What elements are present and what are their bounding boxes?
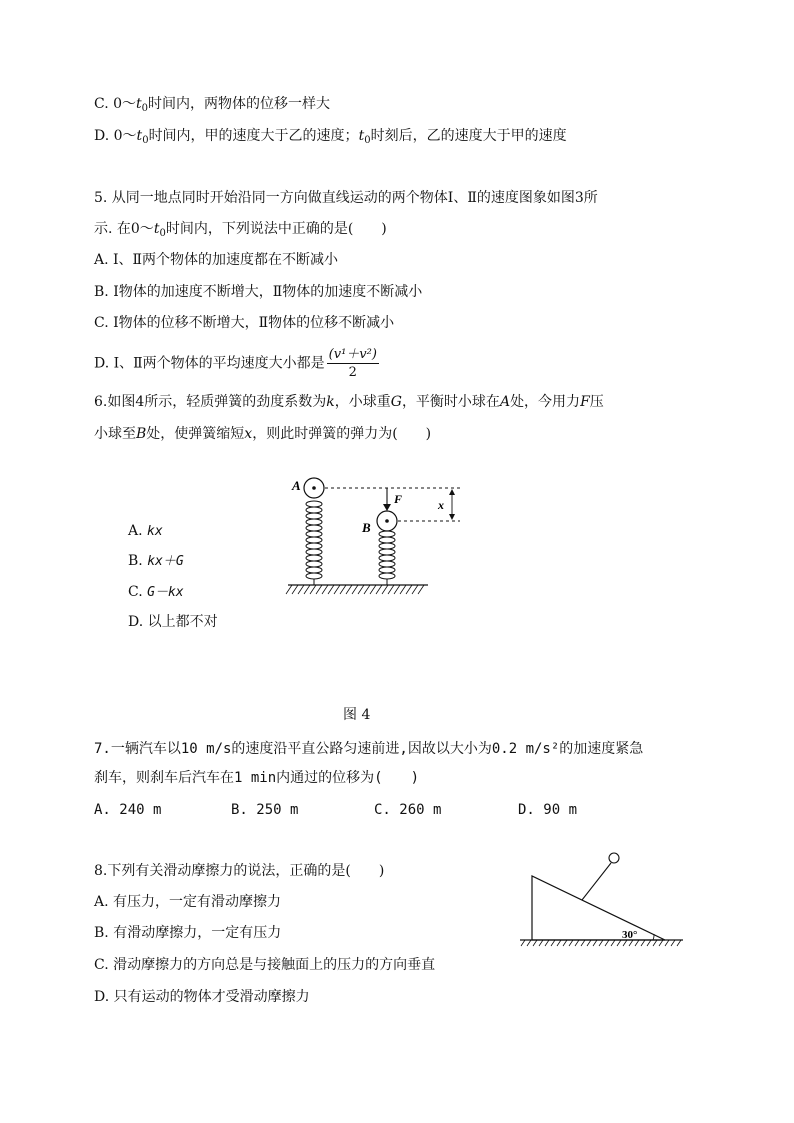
q8-option-b: B. 有滑动摩擦力，一定有压力 (94, 925, 282, 941)
label-a: A (292, 478, 301, 493)
q6-c-label: C. (128, 584, 143, 600)
figure-4-springs (280, 468, 470, 603)
q5-option-c: C. Ⅰ物体的位移不断增大，Ⅱ物体的位移不断减小 (94, 315, 395, 331)
q8-option-d: D. 只有运动的物体才受滑动摩擦力 (94, 989, 310, 1005)
q6-l1-a: 6.如图4所示，轻质弹簧的劲度系数为 (94, 394, 327, 410)
q5-line2-post: 时间内，下列说法中正确的是( ) (165, 221, 387, 237)
q8-stem: 8.下列有关滑动摩擦力的说法，正确的是( ) (94, 863, 385, 879)
q6-l1-G: G (390, 394, 402, 410)
q6-l1-F: F (580, 394, 590, 410)
q6-option-c (128, 582, 184, 603)
q4-d-prefix: D. 0～ (94, 128, 137, 144)
q4-option-d (94, 126, 567, 151)
q5-line2-var: t (153, 221, 160, 237)
q7-option-d: D. 90 m (518, 802, 578, 818)
q5-d-denominator: 2 (348, 365, 357, 380)
q5-line2-pre: 示. 在0～ (94, 221, 154, 237)
q5-option-d (94, 346, 379, 381)
q6-l2-B: B (136, 426, 147, 442)
q6-l2-a: 小球至 (94, 426, 136, 442)
incline-figure (515, 846, 690, 950)
q6-c-value: G－kx (147, 585, 184, 600)
incline-wedge (532, 876, 665, 940)
q4-c-sub: 0 (141, 103, 149, 114)
spring-a (306, 501, 322, 585)
q6-option-d: D. 以上都不对 (128, 614, 218, 630)
q7-stem-line2: 刹车，则刹车后汽车在1 min内通过的位移为( ) (94, 770, 419, 786)
q4-d-var: t (136, 128, 143, 144)
q6-l2-b: 处，使弹簧缩短 (146, 426, 245, 442)
q5-option-a: A. Ⅰ、Ⅱ两个物体的加速度都在不断减小 (94, 252, 339, 268)
spring-b (379, 531, 395, 585)
q6-l1-A: A (499, 394, 511, 410)
angle-label: 30° (622, 929, 638, 941)
label-f: F (394, 492, 403, 506)
q8-option-c: C. 滑动摩擦力的方向总是与接触面上的压力的方向垂直 (94, 957, 436, 973)
q6-l1-c: ，平衡时小球在 (401, 394, 500, 410)
q8-option-a: A. 有压力，一定有滑动摩擦力 (94, 894, 282, 910)
q4-c-rest: 时间内，两物体的位移一样大 (148, 96, 331, 112)
q6-l1-b: ，小球重 (334, 394, 391, 410)
ground-hatch (286, 585, 424, 594)
q6-l1-e: 压 (589, 394, 604, 410)
q6-a-label: A. (128, 523, 143, 539)
q5-line2-sub: 0 (159, 228, 166, 239)
label-b: B (362, 520, 371, 535)
incline-hatch (521, 940, 681, 946)
rod-ball (609, 853, 619, 863)
q4-c-prefix: C. 0～ (94, 96, 137, 112)
figure-4-caption: 图 4 (343, 707, 371, 723)
q6-l2-x: x (244, 426, 253, 442)
q7-option-b: B. 250 m (231, 802, 299, 818)
q5-stem-line2 (94, 219, 387, 244)
q4-option-c (94, 94, 330, 119)
q7-stem-line1: 7.一辆汽车以10 m/s的速度沿平直公路匀速前进,因故以大小为0.2 m/s²的加速度紧急 (94, 741, 644, 757)
q6-l1-d: 处，今用力 (510, 394, 581, 410)
q5-d-numerator: (v¹＋v²) (328, 347, 377, 362)
q6-b-label: B. (128, 553, 143, 569)
q7-option-c: C. 260 m (374, 802, 442, 818)
q4-d-var2: t (358, 128, 365, 144)
q4-c-var: t (136, 96, 142, 112)
q5-option-b: B. Ⅰ物体的加速度不断增大，Ⅱ物体的加速度不断减小 (94, 284, 423, 300)
q6-a-value: kx (147, 524, 163, 539)
rod (582, 863, 611, 900)
q4-d-rest: 时刻后，乙的速度大于甲的速度 (370, 128, 567, 144)
q6-stem-line2 (94, 424, 431, 444)
q6-option-a (128, 521, 163, 542)
q5-d-pre: D. Ⅰ、Ⅱ两个物体的平均速度大小都是 (94, 355, 325, 372)
q4-d-sub: 0 (142, 135, 149, 146)
q5-d-fraction (327, 346, 379, 381)
q6-stem-line1 (94, 392, 604, 412)
label-x: x (438, 498, 444, 512)
q6-l1-k: k (326, 394, 335, 410)
q4-d-mid: 时间内，甲的速度大于乙的速度； (148, 128, 359, 144)
q6-option-b (128, 551, 184, 572)
q4-d-sub2: 0 (364, 135, 371, 146)
q6-b-value: kx＋G (147, 554, 184, 569)
q5-stem-line1: 5. 从同一地点同时开始沿同一方向做直线运动的两个物体Ⅰ、Ⅱ的速度图象如图3所 (94, 190, 598, 206)
q7-option-a: A. 240 m (94, 802, 162, 818)
q6-l2-c: ，则此时弹簧的弹力为( ) (252, 426, 432, 442)
